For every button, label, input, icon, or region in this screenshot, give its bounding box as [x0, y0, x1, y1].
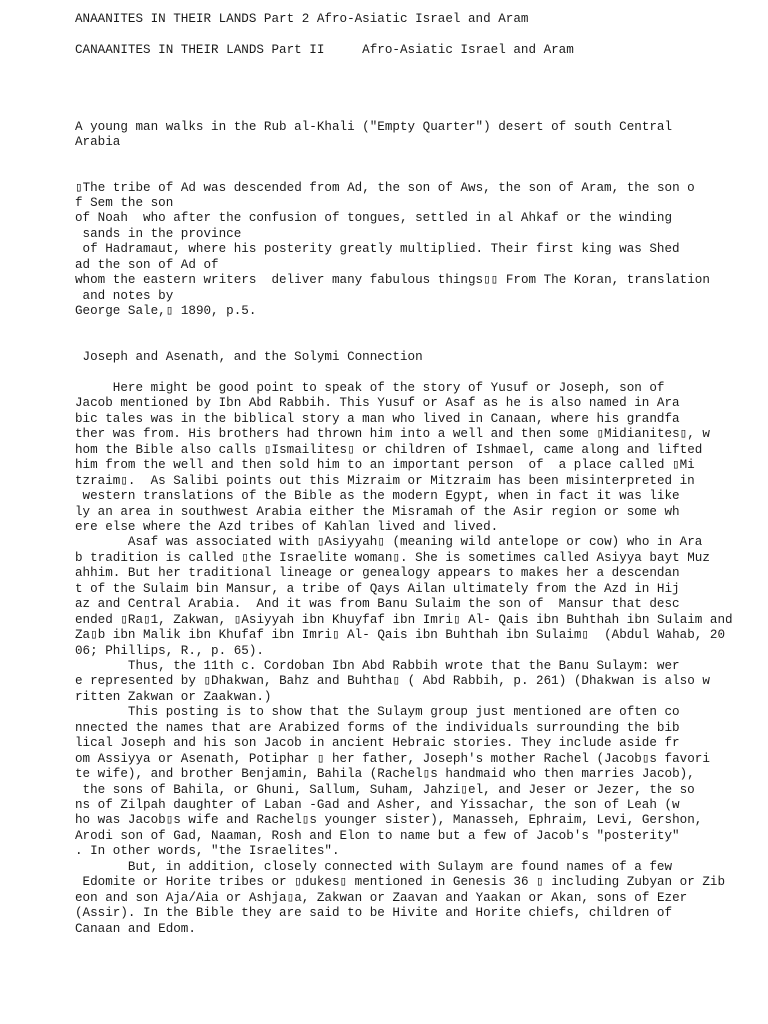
quote-line: sands in the province [75, 227, 242, 241]
body-line: the sons of Bahila, or Ghuni, Sallum, Suham, Jahzi▯el, and Jeser or Jezer, the so [75, 783, 695, 797]
body-line: ere else where the Azd tribes of Kahlan lived and lived. [75, 520, 499, 534]
body-line: But, in addition, closely connected with Sulaym are found names of a few [75, 860, 673, 874]
body-line: ther was from. His brothers had thrown him into a well and then some ▯Midianites▯, w [75, 427, 710, 441]
quote-line: of Noah who after the confusion of tongues, settled in al Ahkaf or the winding [75, 211, 673, 225]
body-line: bic tales was in the biblical story a man who lived in Canaan, where his grandfa [75, 412, 680, 426]
body-line: ly an area in southwest Arabia either the Misramah of the Asir region or some wh [75, 505, 680, 519]
body-line: ritten Zakwan or Zaakwan.) [75, 690, 272, 704]
body-line: tzraim▯. As Salibi points out this Mizraim or Mitzraim has been misinterpreted in [75, 474, 695, 488]
caption-line: Arabia [75, 135, 121, 149]
header-line: ANAANITES IN THEIR LANDS Part 2 Afro-Asiatic Israel and Aram [75, 12, 529, 26]
caption-line: A young man walks in the Rub al-Khali ("Empty Quarter") desert of south Central [75, 120, 673, 134]
body-line: Arodi son of Gad, Naaman, Rosh and Elon to name but a few of Jacob's "posterity" [75, 829, 680, 843]
body-line: This posting is to show that the Sulaym group just mentioned are often co [75, 705, 680, 719]
quote-line: of Hadramaut, where his posterity greatly multiplied. Their first king was Shed [75, 242, 680, 256]
header-line: CANAANITES IN THEIR LANDS Part II Afro-Asiatic Israel and Aram [75, 43, 574, 57]
body-line: om Assiyya or Asenath, Potiphar ▯ her father, Joseph's mother Rachel (Jacob▯s favori [75, 752, 710, 766]
body-line: Here might be good point to speak of the story of Yusuf or Joseph, son of [75, 381, 665, 395]
body-line: lical Joseph and his son Jacob in ancient Hebraic stories. They include aside fr [75, 736, 680, 750]
body-line: 06; Phillips, R., p. 65). [75, 644, 264, 658]
body-line: hom the Bible also calls ▯Ismailites▯ or children of Ishmael, came along and lifted [75, 443, 703, 457]
body-line: Thus, the 11th c. Cordoban Ibn Abd Rabbih wrote that the Banu Sulaym: wer [75, 659, 680, 673]
quote-line: ▯The tribe of Ad was descended from Ad, the son of Aws, the son of Aram, the son o [75, 181, 695, 195]
body-line: eon and son Aja/Aia or Ashja▯a, Zakwan or Zaavan and Yaakan or Akan, sons of Ezer [75, 891, 688, 905]
quote-line: and notes by [75, 289, 174, 303]
body-line: ns of Zilpah daughter of Laban -Gad and Asher, and Yissachar, the son of Leah (w [75, 798, 680, 812]
body-line: . In other words, "the Israelites". [75, 844, 340, 858]
body-line: Asaf was associated with ▯Asiyyah▯ (meaning wild antelope or cow) who in Ara [75, 535, 703, 549]
body-line: ahhim. But her traditional lineage or genealogy appears to makes her a descendan [75, 566, 680, 580]
body-line: t of the Sulaim bin Mansur, a tribe of Qays Ailan ultimately from the Azd in Hij [75, 582, 680, 596]
body-line: b tradition is called ▯the Israelite woman▯. She is sometimes called Asiyya bayt Muz [75, 551, 710, 565]
body-line: az and Central Arabia. And it was from Banu Sulaim the son of Mansur that desc [75, 597, 680, 611]
body-line: Edomite or Horite tribes or ▯dukes▯ mentioned in Genesis 36 ▯ including Zubyan or Zib [75, 875, 726, 889]
body-line: western translations of the Bible as the modern Egypt, when in fact it was like [75, 489, 680, 503]
body-line: ended ▯Ra▯1, Zakwan, ▯Asiyyah ibn Khuyfaf ibn Imri▯ Al- Qais ibn Buhthah ibn Sulaim and [75, 613, 733, 627]
body-line: (Assir). In the Bible they are said to be Hivite and Horite chiefs, children of [75, 906, 673, 920]
body-line: him from the well and then sold him to an important person of a place called ▯Mi [75, 458, 695, 472]
quote-line: ad the son of Ad of [75, 258, 219, 272]
body-line: e represented by ▯Dhakwan, Bahz and Buhtha▯ ( Abd Rabbih, p. 261) (Dhakwan is also w [75, 674, 710, 688]
section-heading: Joseph and Asenath, and the Solymi Connection [75, 350, 423, 364]
body-line: Za▯b ibn Malik ibn Khufaf ibn Imri▯ Al- Qais ibn Buhthah ibn Sulaim▯ (Abdul Wahab, 20 [75, 628, 726, 642]
body-line: nnected the names that are Arabized forms of the individuals surrounding the bib [75, 721, 680, 735]
body-line: te wife), and brother Benjamin, Bahila (Rachel▯s handmaid who then marries Jacob), [75, 767, 695, 781]
body-line: ho was Jacob▯s wife and Rachel▯s younger sister), Manasseh, Ephraim, Levi, Gershon, [75, 813, 703, 827]
quote-line: f Sem the son [75, 196, 174, 210]
quote-line: whom the eastern writers deliver many fabulous things▯▯ From The Koran, translation [75, 273, 710, 287]
body-line: Jacob mentioned by Ibn Abd Rabbih. This Yusuf or Asaf as he is also named in Ara [75, 396, 680, 410]
body-line: Canaan and Edom. [75, 922, 196, 936]
quote-line: George Sale,▯ 1890, p.5. [75, 304, 257, 318]
